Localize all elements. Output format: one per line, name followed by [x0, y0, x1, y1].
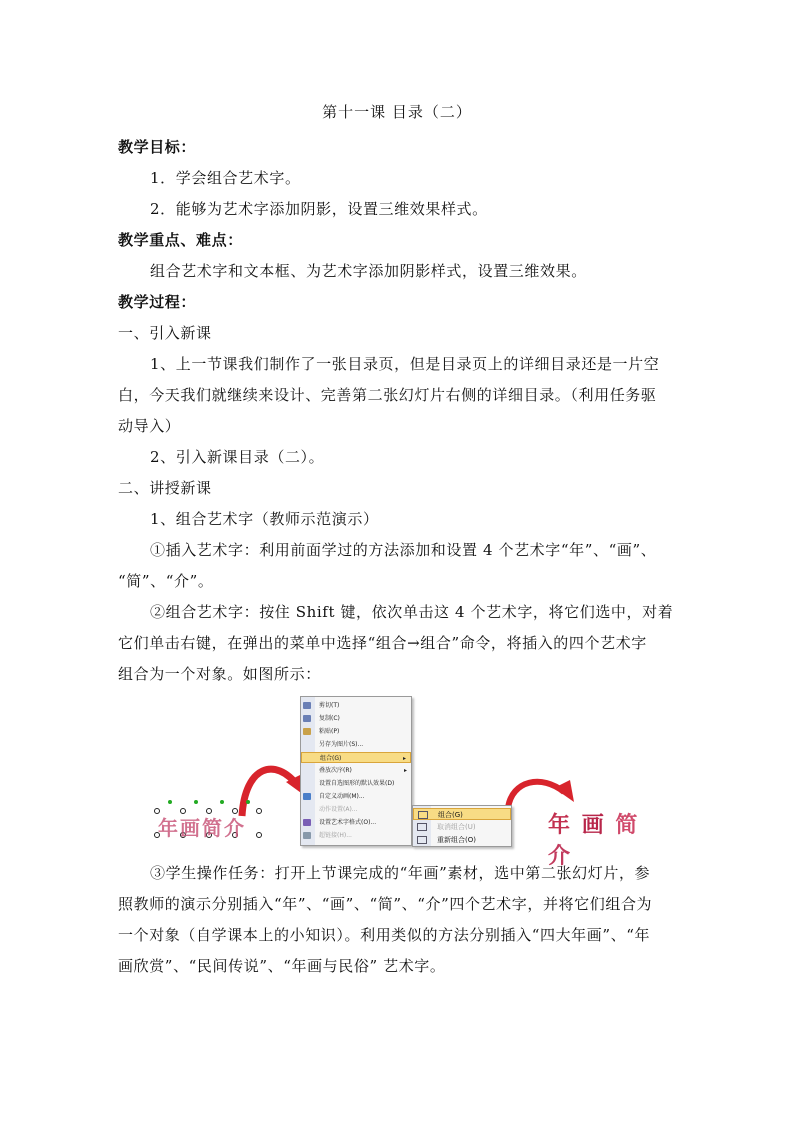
copy-icon — [303, 715, 311, 722]
context-menu-item[interactable] — [301, 700, 411, 711]
context-menu-item-label: 粘贴(P) — [319, 728, 340, 735]
step-1-heading: 1、组合艺术字（教师示范演示） — [150, 510, 379, 528]
context-menu-item-label: 叠放次序(R) — [319, 767, 352, 774]
context-menu-item[interactable] — [301, 765, 411, 776]
wordart-char: 画 — [581, 812, 606, 838]
step-1a-line-1: ①插入艺术字：利用前面学过的方法添加和设置 4 个艺术字“年”、“画”、 — [150, 541, 657, 559]
step-1c-line-3: 一个对象（自学课本上的小知识）。利用类似的方法分别插入“四大年画”、“年 — [118, 926, 651, 944]
step-1b-line-3: 组合为一个对象。如图所示： — [118, 665, 321, 683]
process-heading: 教学过程： — [118, 293, 197, 311]
step-1c-line-1: ③学生操作任务：打开上节课完成的“年画”素材，选中第二张幻灯片，参 — [150, 864, 651, 882]
goal-item-2: 2．能够为艺术字添加阴影，设置三维效果样式。 — [150, 200, 488, 218]
paragraph-1-line-2: 白，今天我们就继续来设计、完善第二张幻灯片右侧的详细目录。（利用任务驱 — [118, 386, 657, 404]
submenu-item-label: 组合(G) — [438, 811, 463, 819]
group-submenu[interactable] — [412, 805, 512, 847]
wordart-char: 简 — [615, 812, 640, 838]
submenu-item[interactable] — [413, 808, 511, 820]
context-menu-item[interactable] — [301, 752, 411, 763]
page-title: 第十一课 目录（二） — [322, 103, 472, 121]
paste-icon — [303, 728, 311, 735]
step-1c-line-2: 照教师的演示分别插入“年”、“画”、“简”、“介”四个艺术字，并将它们组合为 — [118, 895, 653, 913]
scissors-icon — [303, 702, 311, 709]
hyperlink-icon — [303, 832, 311, 839]
arrow-head-icon — [554, 780, 574, 802]
context-menu-item[interactable] — [301, 830, 411, 841]
goal-item-1: 1．学会组合艺术字。 — [150, 169, 301, 187]
step-1b-line-1: ②组合艺术字：按住 Shift 键，依次单击这 4 个艺术字，将它们选中，对着 — [150, 603, 674, 621]
key-heading: 教学重点、难点： — [118, 231, 243, 249]
context-menu-item[interactable] — [301, 791, 411, 802]
group-icon — [417, 823, 427, 831]
context-menu-item-label: 复制(C) — [319, 715, 340, 722]
context-menu-item-label: 超链接(H)... — [319, 832, 352, 839]
grouping-figure — [150, 696, 670, 869]
context-menu-item-label: 设置艺术字格式(O)... — [319, 819, 377, 826]
context-menu-item-label: 另存为图片(S)... — [319, 741, 364, 748]
context-menu-item-label: 组合(G) — [320, 755, 342, 762]
step-1b-line-2: 它们单击右键，在弹出的菜单中选择“组合→组合”命令，将插入的四个艺术字 — [118, 634, 647, 652]
context-menu-item-label: 自定义动画(M)... — [319, 793, 365, 800]
submenu-item[interactable] — [413, 834, 511, 846]
context-menu[interactable] — [300, 696, 412, 846]
group-icon — [417, 836, 427, 844]
wordart-selected[interactable]: 年画简介 — [158, 816, 246, 840]
context-menu-item[interactable] — [301, 817, 411, 828]
context-menu-item-label: 剪切(T) — [319, 702, 340, 709]
context-menu-item[interactable] — [301, 726, 411, 737]
submenu-arrow-icon: ▸ — [403, 767, 407, 774]
wordart-char: 介 — [548, 843, 573, 869]
context-menu-item[interactable] — [301, 713, 411, 724]
submenu-item-label: 取消组合(U) — [437, 823, 476, 831]
context-menu-item-label: 设置自选图形的默认效果(D) — [319, 780, 395, 787]
format-icon — [303, 819, 311, 826]
group-icon — [418, 811, 428, 819]
part1-heading: 一、引入新课 — [118, 324, 212, 342]
submenu-item-label: 重新组合(O) — [437, 836, 476, 844]
step-1c-line-4: 画欣赏”、“民间传说”、“年画与民俗” 艺术字。 — [118, 957, 446, 975]
part2-heading: 二、讲授新课 — [118, 479, 212, 497]
submenu-arrow-icon: ▸ — [402, 755, 406, 762]
key-text: 组合艺术字和文本框、为艺术字添加阴影样式，设置三维效果。 — [150, 262, 587, 280]
context-menu-item-label: 动作设置(A)... — [319, 806, 358, 813]
wordart-grouped — [548, 808, 670, 870]
animation-icon — [303, 793, 311, 800]
step-1a-line-2: “简”、“介”。 — [118, 572, 214, 590]
wordart-char: 年 — [548, 812, 573, 838]
paragraph-1-line-1: 1、上一节课我们制作了一张目录页，但是目录页上的详细目录还是一片空 — [150, 355, 660, 373]
submenu-item[interactable] — [413, 821, 511, 833]
context-menu-item[interactable] — [301, 804, 411, 815]
paragraph-2: 2、引入新课目录（二）。 — [150, 448, 325, 466]
context-menu-item[interactable] — [301, 739, 411, 750]
goal-heading: 教学目标： — [118, 138, 197, 156]
context-menu-item[interactable] — [301, 778, 411, 789]
paragraph-1-line-3: 动导入） — [118, 417, 181, 435]
